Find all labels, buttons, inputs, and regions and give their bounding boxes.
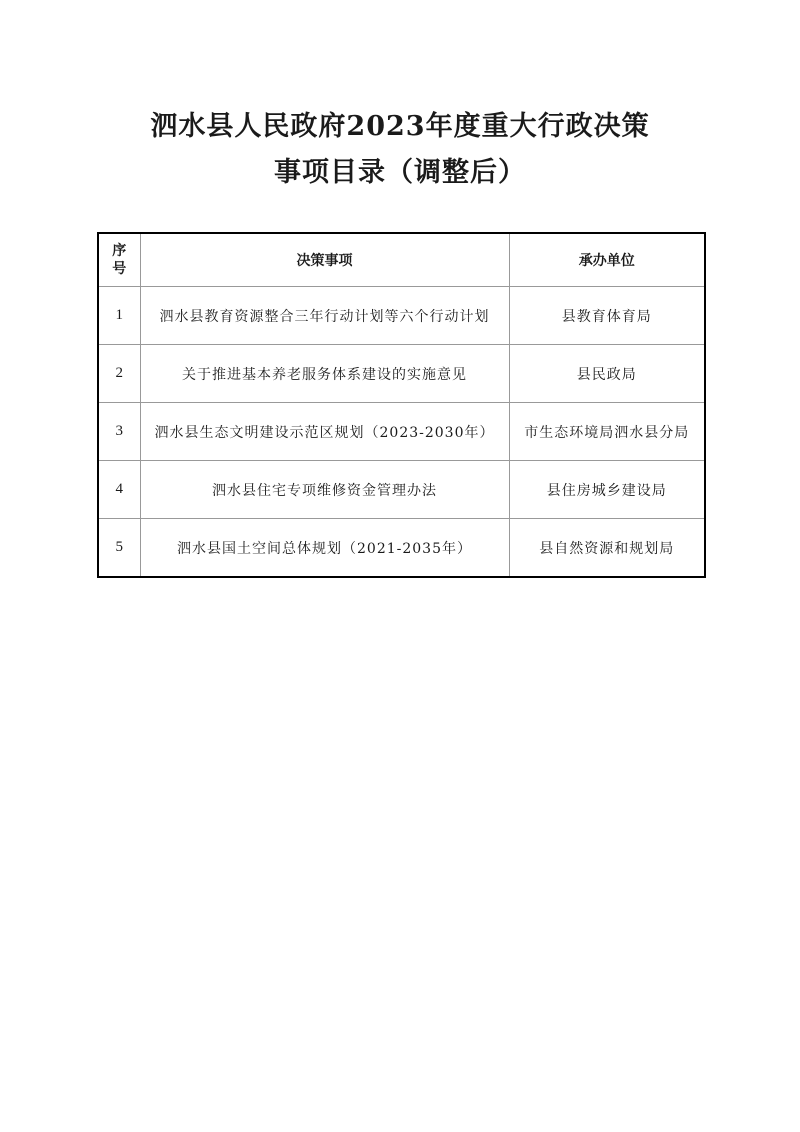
table-row [98, 519, 705, 578]
row-responsible-unit: 县民政局 [509, 345, 705, 403]
document-title [0, 104, 800, 196]
header-decision-item: 决策事项 [140, 233, 509, 287]
row-decision-item: 泗水县国土空间总体规划（2021-2035年） [140, 519, 509, 578]
row-decision-item: 泗水县生态文明建设示范区规划（2023-2030年） [140, 403, 509, 461]
row-responsible-unit: 县住房城乡建设局 [509, 461, 705, 519]
table-header [98, 233, 705, 287]
table-row [98, 287, 705, 345]
row-decision-item: 关于推进基本养老服务体系建设的实施意见 [140, 345, 509, 403]
table-row [98, 461, 705, 519]
table-body [98, 287, 705, 578]
document-title-line-1: 泗水县人民政府2023年度重大行政决策 [150, 111, 650, 142]
table-row [98, 345, 705, 403]
row-index: 1 [98, 287, 140, 345]
row-index: 2 [98, 345, 140, 403]
row-responsible-unit: 县教育体育局 [509, 287, 705, 345]
header-responsible-unit: 承办单位 [509, 233, 705, 287]
decision-catalog-table [97, 232, 706, 578]
row-index: 3 [98, 403, 140, 461]
header-index-top: 序 [112, 243, 127, 259]
row-index: 5 [98, 519, 140, 578]
row-responsible-unit: 县自然资源和规划局 [509, 519, 705, 578]
document-title-line-2: 事项目录（调整后） [274, 157, 526, 188]
table-header-row [98, 233, 705, 287]
table-row [98, 403, 705, 461]
row-decision-item: 泗水县住宅专项维修资金管理办法 [140, 461, 509, 519]
header-index-bottom: 号 [112, 261, 127, 277]
header-index [98, 233, 140, 287]
row-responsible-unit: 市生态环境局泗水县分局 [509, 403, 705, 461]
row-index: 4 [98, 461, 140, 519]
row-decision-item: 泗水县教育资源整合三年行动计划等六个行动计划 [140, 287, 509, 345]
